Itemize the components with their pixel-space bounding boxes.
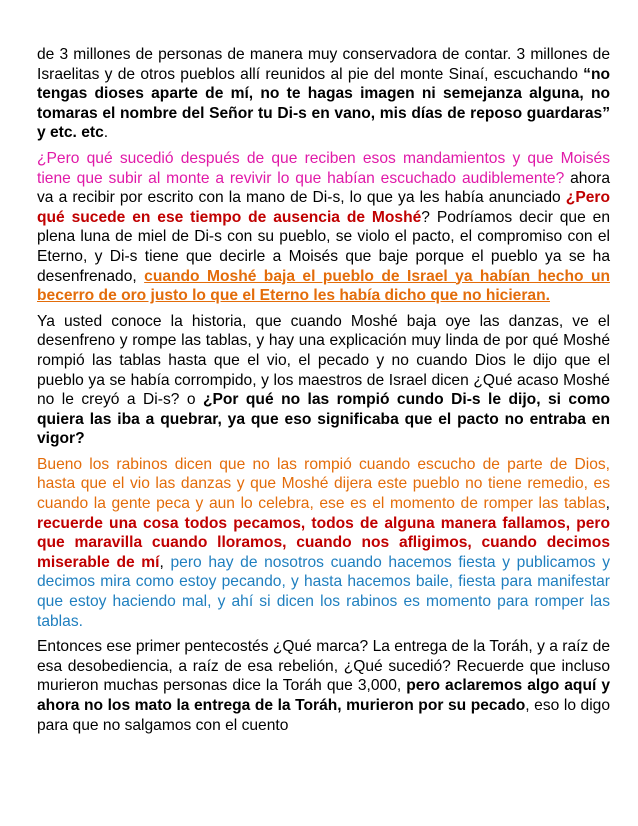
p3-bold-question: ¿Por qué no las rompió cundo Di-s le dijo, si como quiera las iba a quebrar, ya que eso significaba que el pacto no entraba en vigor? bbox=[37, 391, 610, 448]
p2-text: ahora va a recibir por escrito con la mano de Di-s, lo que ya les había anunciado bbox=[37, 169, 610, 207]
p2-golden-calf-highlight: cuando Moshé baja el pueblo de Israel ya habían hecho un becerro de oro justo lo que el Eterno les había dicho que no hicieran. bbox=[37, 267, 610, 305]
p5-text: Entonces ese primer pentecostés ¿Qué marca? La entrega de la Toráh, y a raíz de esa desobediencia, a raíz de esa rebelión, ¿Qué sucedió? Recuerde que incluso murieron muchas personas dice la Toráh que 3,000, bbox=[37, 638, 610, 695]
p1-end: . bbox=[103, 124, 109, 142]
p2-question: ¿Pero qué sucedió después de que reciben esos mandamientos y que Moisés tiene que subir al monte a revivir lo que habían escuchado audiblemente? bbox=[37, 149, 610, 187]
paragraph-3 bbox=[37, 312, 610, 449]
p2-absence-question: ¿Pero qué sucede en ese tiempo de ausencia de Moshé bbox=[37, 189, 610, 226]
paragraph-2 bbox=[37, 149, 610, 306]
p4-celebration-text: pero hay de nosotros cuando hacemos fiesta y publicamos y decimos mira como estoy pecando, y hasta hacemos baile, fiesta para manifestar que estoy haciendo mal, y ahí si dicen los rabinos es momento para romper las tablas. bbox=[37, 553, 611, 630]
p4-rabbis-text: Bueno los rabinos dicen que no las rompió cuando escucho de parte de Dios, hasta que el vio las danzas y que Moshé dijera este pueblo no tiene remedio, es cuando la gente peca y aun lo celebra, ese es el momento de romper las tablas bbox=[37, 455, 610, 513]
p4-sep-2: , bbox=[159, 553, 171, 571]
p5-bold-clarification: pero aclaremos algo aquí y ahora no los mato la entrega de la Toráh, murieron por su pecado bbox=[37, 677, 610, 714]
p4-sep-1: , bbox=[605, 495, 610, 513]
p1-text: de 3 millones de personas de manera muy conservadora de contar. 3 millones de Israelitas y de otros pueblos allí reunidos al pie del monte Sinaí, escuchando bbox=[37, 46, 610, 83]
p3-text: Ya usted conoce la historia, que cuando Moshé baja oye las danzas, ve el desenfreno y rompe las tablas, y hay una explicación muy linda de por qué Moshé rompió las tablas hasta que el vio, el pecado y no cuando Dios le dijo que el pueblo ya se había corrompido, y los maestros de Israel dicen ¿Qué acaso Moshé no le creyó a Di-s? o bbox=[37, 312, 610, 409]
p5-end: , eso lo digo para que no salgamos con el cuento bbox=[37, 697, 611, 734]
p1-commandments-quote: “no tengas dioses aparte de mí, no te hagas imagen ni semejanza alguna, no tomaras el nombre del Señor tu Di-s en vano, mis días de reposo guardaras” y etc. etc bbox=[37, 65, 610, 142]
paragraph-1 bbox=[37, 45, 610, 143]
p4-we-all-sin: recuerde una cosa todos pecamos, todos de alguna manera fallamos, pero que maravilla cuando lloramos, cuando nos afligimos, cuando decimos miserable de mí bbox=[37, 514, 610, 571]
paragraph-4 bbox=[37, 455, 610, 631]
paragraph-5 bbox=[37, 637, 610, 735]
p2-text-2: ? Podríamos decir que en plena luna de miel de Di-s con su pueblo, se violo el pacto, el compromiso con el Eterno, y Di-s tiene que decirle a Moisés que baje porque el pueblo ya se ha desenfrenado, bbox=[37, 208, 610, 285]
